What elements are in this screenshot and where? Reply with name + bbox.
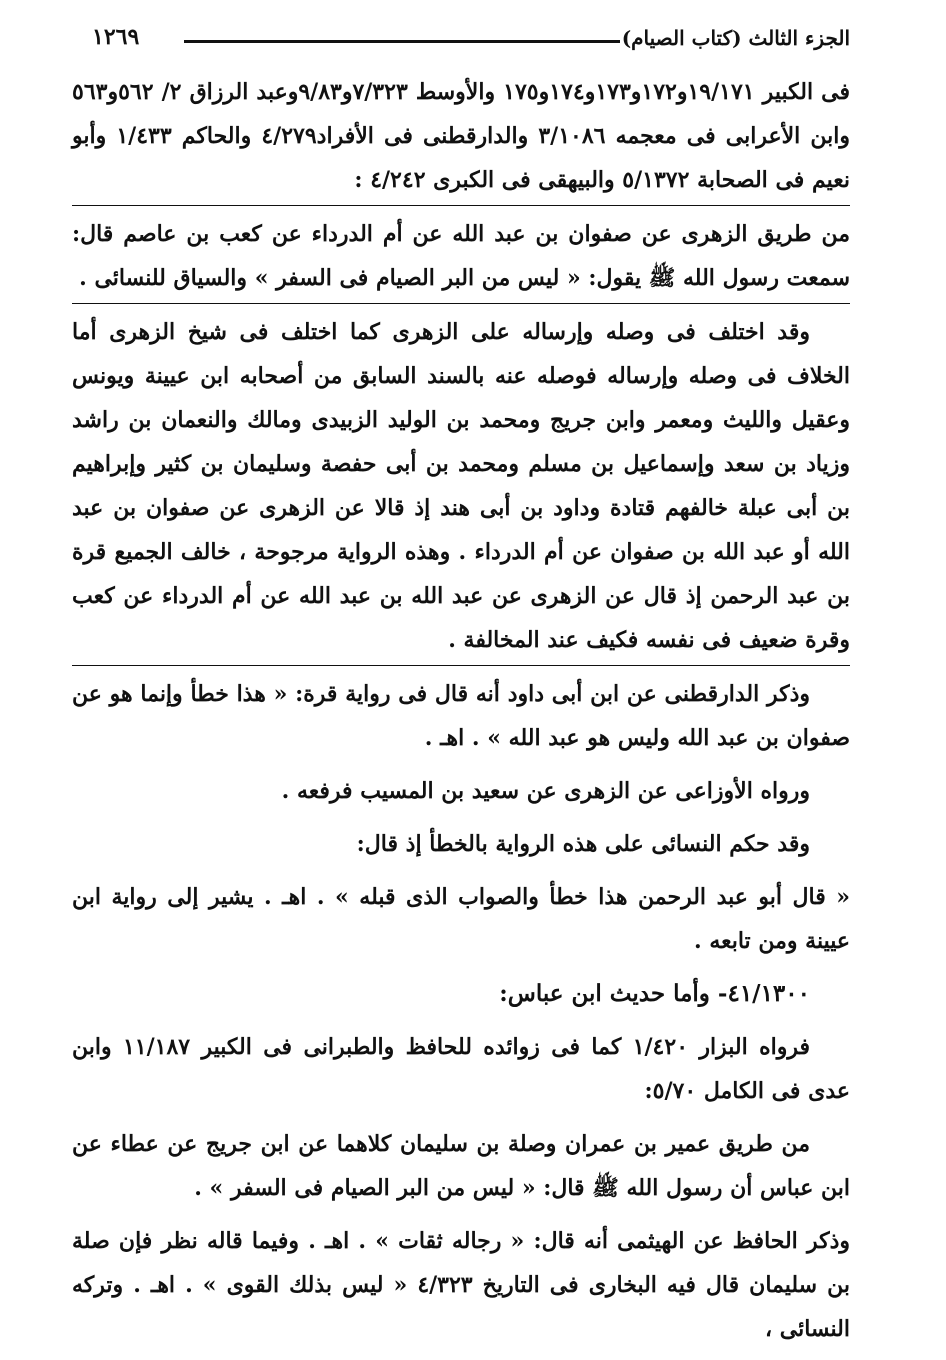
isnad-text: من طريق الزهرى عن صفوان بن عبد الله عن أم الدرداء عن كعب بن عاصم قال: سمعت رسول الله ﷺ يقول:: [72, 221, 850, 291]
bazzar-paragraph: فرواه البزار ١/٤٢٠ كما فى زوائده للحافظ والطبرانى فى الكبير ١١/١٨٧ وابن عدى فى الكامل ٥/٧٠:: [72, 1034, 850, 1104]
daraqutni-quote: « هذا خطأ وإنما هو عن صفوان بن عبد الله وليس هو عبد الله »: [72, 681, 850, 751]
haythami-paragraph: وذكر الحافظ عن الهيثمى أنه قال: « رجاله ثقات » . اهـ . وفيما قاله نظر فإن صلة بن سليمان قال فيه البخارى فى التاريخ ٤/٣٢٣ « ليس بذلك القوى » . اهـ . وتركه النسائى ،: [72, 1228, 851, 1342]
main-text: [72, 70, 850, 1360]
page-header: [92, 22, 850, 62]
page-number: ١٢٦٩: [92, 24, 140, 50]
ibn-abbas-isnad-paragraph: [72, 1122, 850, 1210]
daraqutni-paragraph: [72, 672, 850, 760]
ibn-abbas-isnad-text: من طريق عمير بن عمران وصلة بن سليمان كلاهما عن ابن جريج عن عطاء عن ابن عباس أن رسول الله ﷺ قال:: [72, 1131, 850, 1201]
header-rule: [184, 40, 620, 43]
nasai-judgment-paragraph: وقد حكم النسائى على هذه الرواية بالخطأ إذ قال:: [356, 831, 810, 857]
discussion-paragraph: وقد اختلف فى وصله وإرساله على الزهرى كما اختلف فى شيخ الزهرى أما الخلاف فى وصله وإرساله فوصله عنه بالسند السابق من أصحابه ابن عيينة ويونس وعقيل والليث ومعمر وابن جريج ومحمد بن الوليد الزبيدى ومالك والنعمان بن راشد وزياد بن سعد وإسماعيل بن مسلم ومحمد بن أبى حفصة وسليمان بن كثير وإبراهيم بن أبى عبلة خالفهم قتادة وداود بن أبى هند إذ قالا عن الزهرى عن صفوان بن عبد الله أو عبد الله بن صفوان عن أم الدرداء . وهذه الرواية مرجوحة ، خالف الجميع قرة بن عبد الرحمن إذ قال عن الزهرى عن عبد الله بن عبد الله عن أم الدرداء عن كعب وقرة ضعيف فى نفسه فكيف عند المخالفة .: [72, 310, 850, 666]
awzai-paragraph: ورواه الأوزاعى عن الزهرى عن سعيد بن المسيب فرفعه .: [281, 778, 810, 804]
isnad-paragraph: [72, 212, 850, 304]
citation-paragraph: فى الكبير ١٩/١٧١و١٧٢و١٧٣و١٧٤و١٧٥ والأوسط ٧/٣٢٣و٩/٨٣وعبد الرزاق ٢/ ٥٦٢و٥٦٣ وابن الأعرابى فى معجمه ٣/١٠٨٦ والدارقطنى فى الأفراد٤/٢٧٩ والحاكم ١/٤٣٣ وأبو نعيم فى الصحابة ٥/١٣٧٢ والبيهقى فى الكبرى ٤/٢٤٢ :: [72, 70, 850, 206]
isnad-note: والسياق للنسائى .: [79, 265, 255, 291]
ibn-abbas-end: .: [194, 1175, 210, 1201]
nasai-quote-paragraph: « قال أبو عبد الرحمن هذا خطأ والصواب الذى قبله » . اهـ . يشير إلى رواية ابن عيينة ومن تابعه .: [72, 884, 850, 954]
section-heading: ٤١/١٣٠٠- وأما حديث ابن عباس:: [499, 980, 810, 1007]
running-title: الجزء الثالث (كتاب الصيام): [621, 26, 850, 50]
daraqutni-end: . اهـ .: [424, 725, 488, 751]
ibn-abbas-hadith-quote: « ليس من البر الصيام فى السفر »: [209, 1175, 536, 1201]
daraqutni-text: وذكر الدارقطنى عن ابن أبى داود أنه قال فى رواية قرة:: [287, 681, 811, 707]
hadith-quote: « ليس من البر الصيام فى السفر »: [254, 265, 581, 291]
